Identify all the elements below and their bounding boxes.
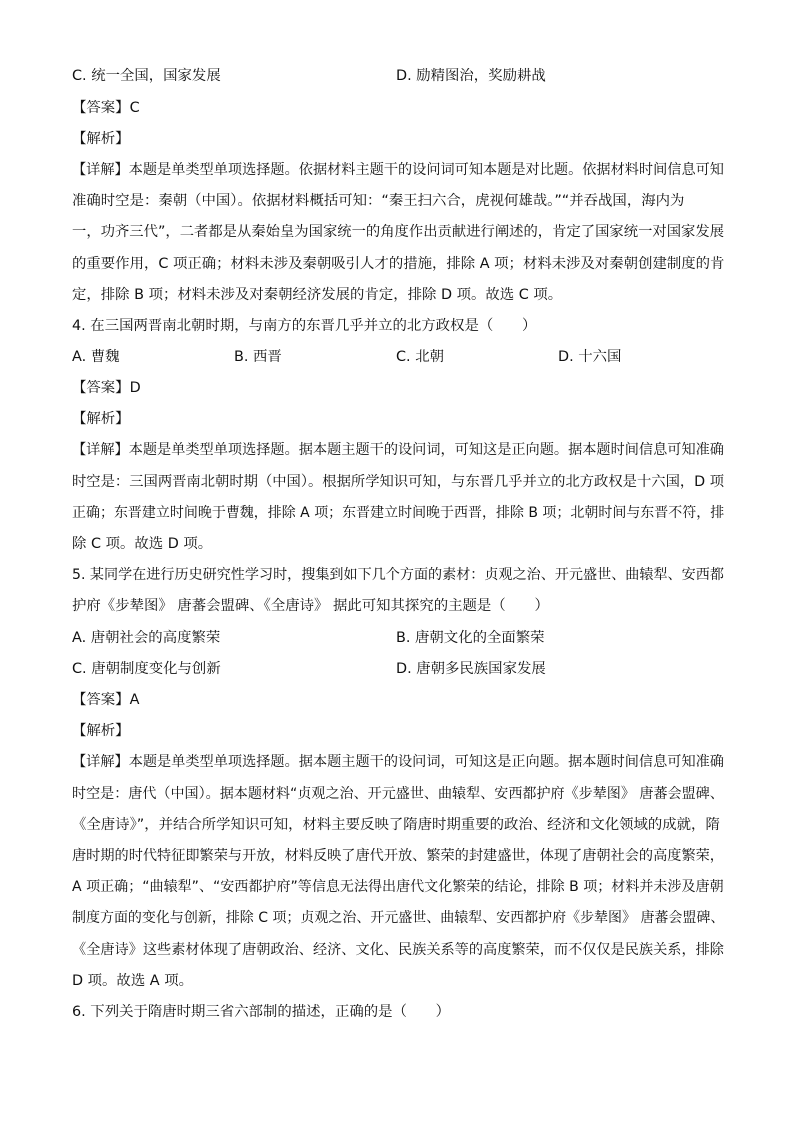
q6-stem: 6. 下列关于隋唐时期三省六部制的描述，正确的是（ ） bbox=[72, 1004, 451, 1020]
q4-option-c: C. 北朝 bbox=[396, 349, 444, 365]
q5-option-c: C. 唐朝制度变化与创新 bbox=[72, 661, 221, 677]
q5-detail-line: 唐时期的时代特征即繁荣与开放，材料反映了唐代开放、繁荣的封建盛世，体现了唐朝社会的高度繁荣， bbox=[72, 848, 724, 864]
q5-option-b: B. 唐朝文化的全面繁荣 bbox=[396, 630, 545, 646]
q5-detail-line: D 项。故选 A 项。 bbox=[72, 973, 193, 989]
q5-analysis-label: 【解析】 bbox=[72, 723, 130, 739]
q5-detail-line: 《全唐诗》这些素材体现了唐朝政治、经济、文化、民族关系等的高度繁荣，而不仅仅是民族关系，排除 bbox=[72, 942, 724, 958]
q4-answer: 【答案】D bbox=[72, 380, 141, 396]
q4-detail-line: 除 C 项。故选 D 项。 bbox=[72, 536, 213, 552]
q3-detail-line: 准确时空是：秦朝（中国）。依据材料概括可知：“秦王扫六合，虎视何雄哉。”“并吞战国，海内为 bbox=[72, 193, 685, 209]
q5-answer: 【答案】A bbox=[72, 692, 140, 708]
q5-stem-line: 5. 某同学在进行历史研究性学习时，搜集到如下几个方面的素材：贞观之治、开元盛世、曲辕犁、安西都 bbox=[72, 567, 724, 583]
q4-stem: 4. 在三国两晋南北朝时期，与南方的东晋几乎并立的北方政权是（ ） bbox=[72, 318, 537, 334]
q3-option-c: C. 统一全国，国家发展 bbox=[72, 68, 221, 84]
q4-option-b: B. 西晋 bbox=[234, 349, 282, 365]
q4-detail-line: 时空是：三国两晋南北朝时期（中国）。根据所学知识可知，与东晋几乎并立的北方政权是十六国，D 项 bbox=[72, 474, 725, 490]
q5-option-d: D. 唐朝多民族国家发展 bbox=[396, 661, 546, 677]
q3-analysis-label: 【解析】 bbox=[72, 131, 130, 147]
q4-detail-line: 正确；东晋建立时间晚于曹魏，排除 A 项；东晋建立时间晚于西晋，排除 B 项；北朝时间与东晋不符，排 bbox=[72, 505, 725, 521]
q4-analysis-label: 【解析】 bbox=[72, 411, 130, 427]
q3-detail-line: 一，功齐三代”，二者都是从秦始皇为国家统一的角度作出贡献进行阐述的，肯定了国家统一对国家发展 bbox=[72, 224, 725, 240]
q5-detail-line: 时空是：唐代（中国）。据本题材料“贞观之治、开元盛世、曲辕犁、安西都护府《步辇图》 唐蕃会盟碑、 bbox=[72, 786, 724, 802]
q5-detail-line: 【详解】本题是单类型单项选择题。据本题主题干的设问词，可知这是正向题。据本题时间信息可知准确 bbox=[72, 754, 724, 770]
q3-detail-line: 的重要作用，C 项正确；材料未涉及秦朝吸引人才的措施，排除 A 项；材料未涉及对秦朝创建制度的肯 bbox=[72, 256, 725, 272]
q3-detail-line: 定，排除 B 项；材料未涉及对秦朝经济发展的肯定，排除 D 项。故选 C 项。 bbox=[72, 287, 563, 303]
q4-detail-line: 【详解】本题是单类型单项选择题。据本题主题干的设问词，可知这是正向题。据本题时间信息可知准确 bbox=[72, 442, 724, 458]
q3-option-d: D. 励精图治，奖励耕战 bbox=[396, 68, 546, 84]
q5-detail-line: 制度方面的变化与创新，排除 C 项；贞观之治、开元盛世、曲辕犁、安西都护府《步辇图》 唐蕃会盟碑、 bbox=[72, 910, 725, 926]
q5-detail-line: 《全唐诗》”，并结合所学知识可知，材料主要反映了隋唐时期重要的政治、经济和文化领域的成就，隋 bbox=[72, 817, 720, 833]
q4-option-d: D. 十六国 bbox=[558, 349, 622, 365]
q5-stem-line: 护府《步辇图》 唐蕃会盟碑、《全唐诗》 据此可知其探究的主题是（ ） bbox=[72, 598, 549, 614]
q5-detail-line: A 项正确；“曲辕犁”、“安西都护府”等信息无法得出唐代文化繁荣的结论，排除 B 项；材料并未涉及唐朝 bbox=[72, 879, 724, 895]
q5-option-a: A. 唐朝社会的高度繁荣 bbox=[72, 630, 221, 646]
q3-answer: 【答案】C bbox=[72, 100, 140, 116]
q3-detail-line: 【详解】本题是单类型单项选择题。依据材料主题干的设问词可知本题是对比题。依据材料时间信息可知 bbox=[72, 162, 724, 178]
q4-option-a: A. 曹魏 bbox=[72, 349, 120, 365]
